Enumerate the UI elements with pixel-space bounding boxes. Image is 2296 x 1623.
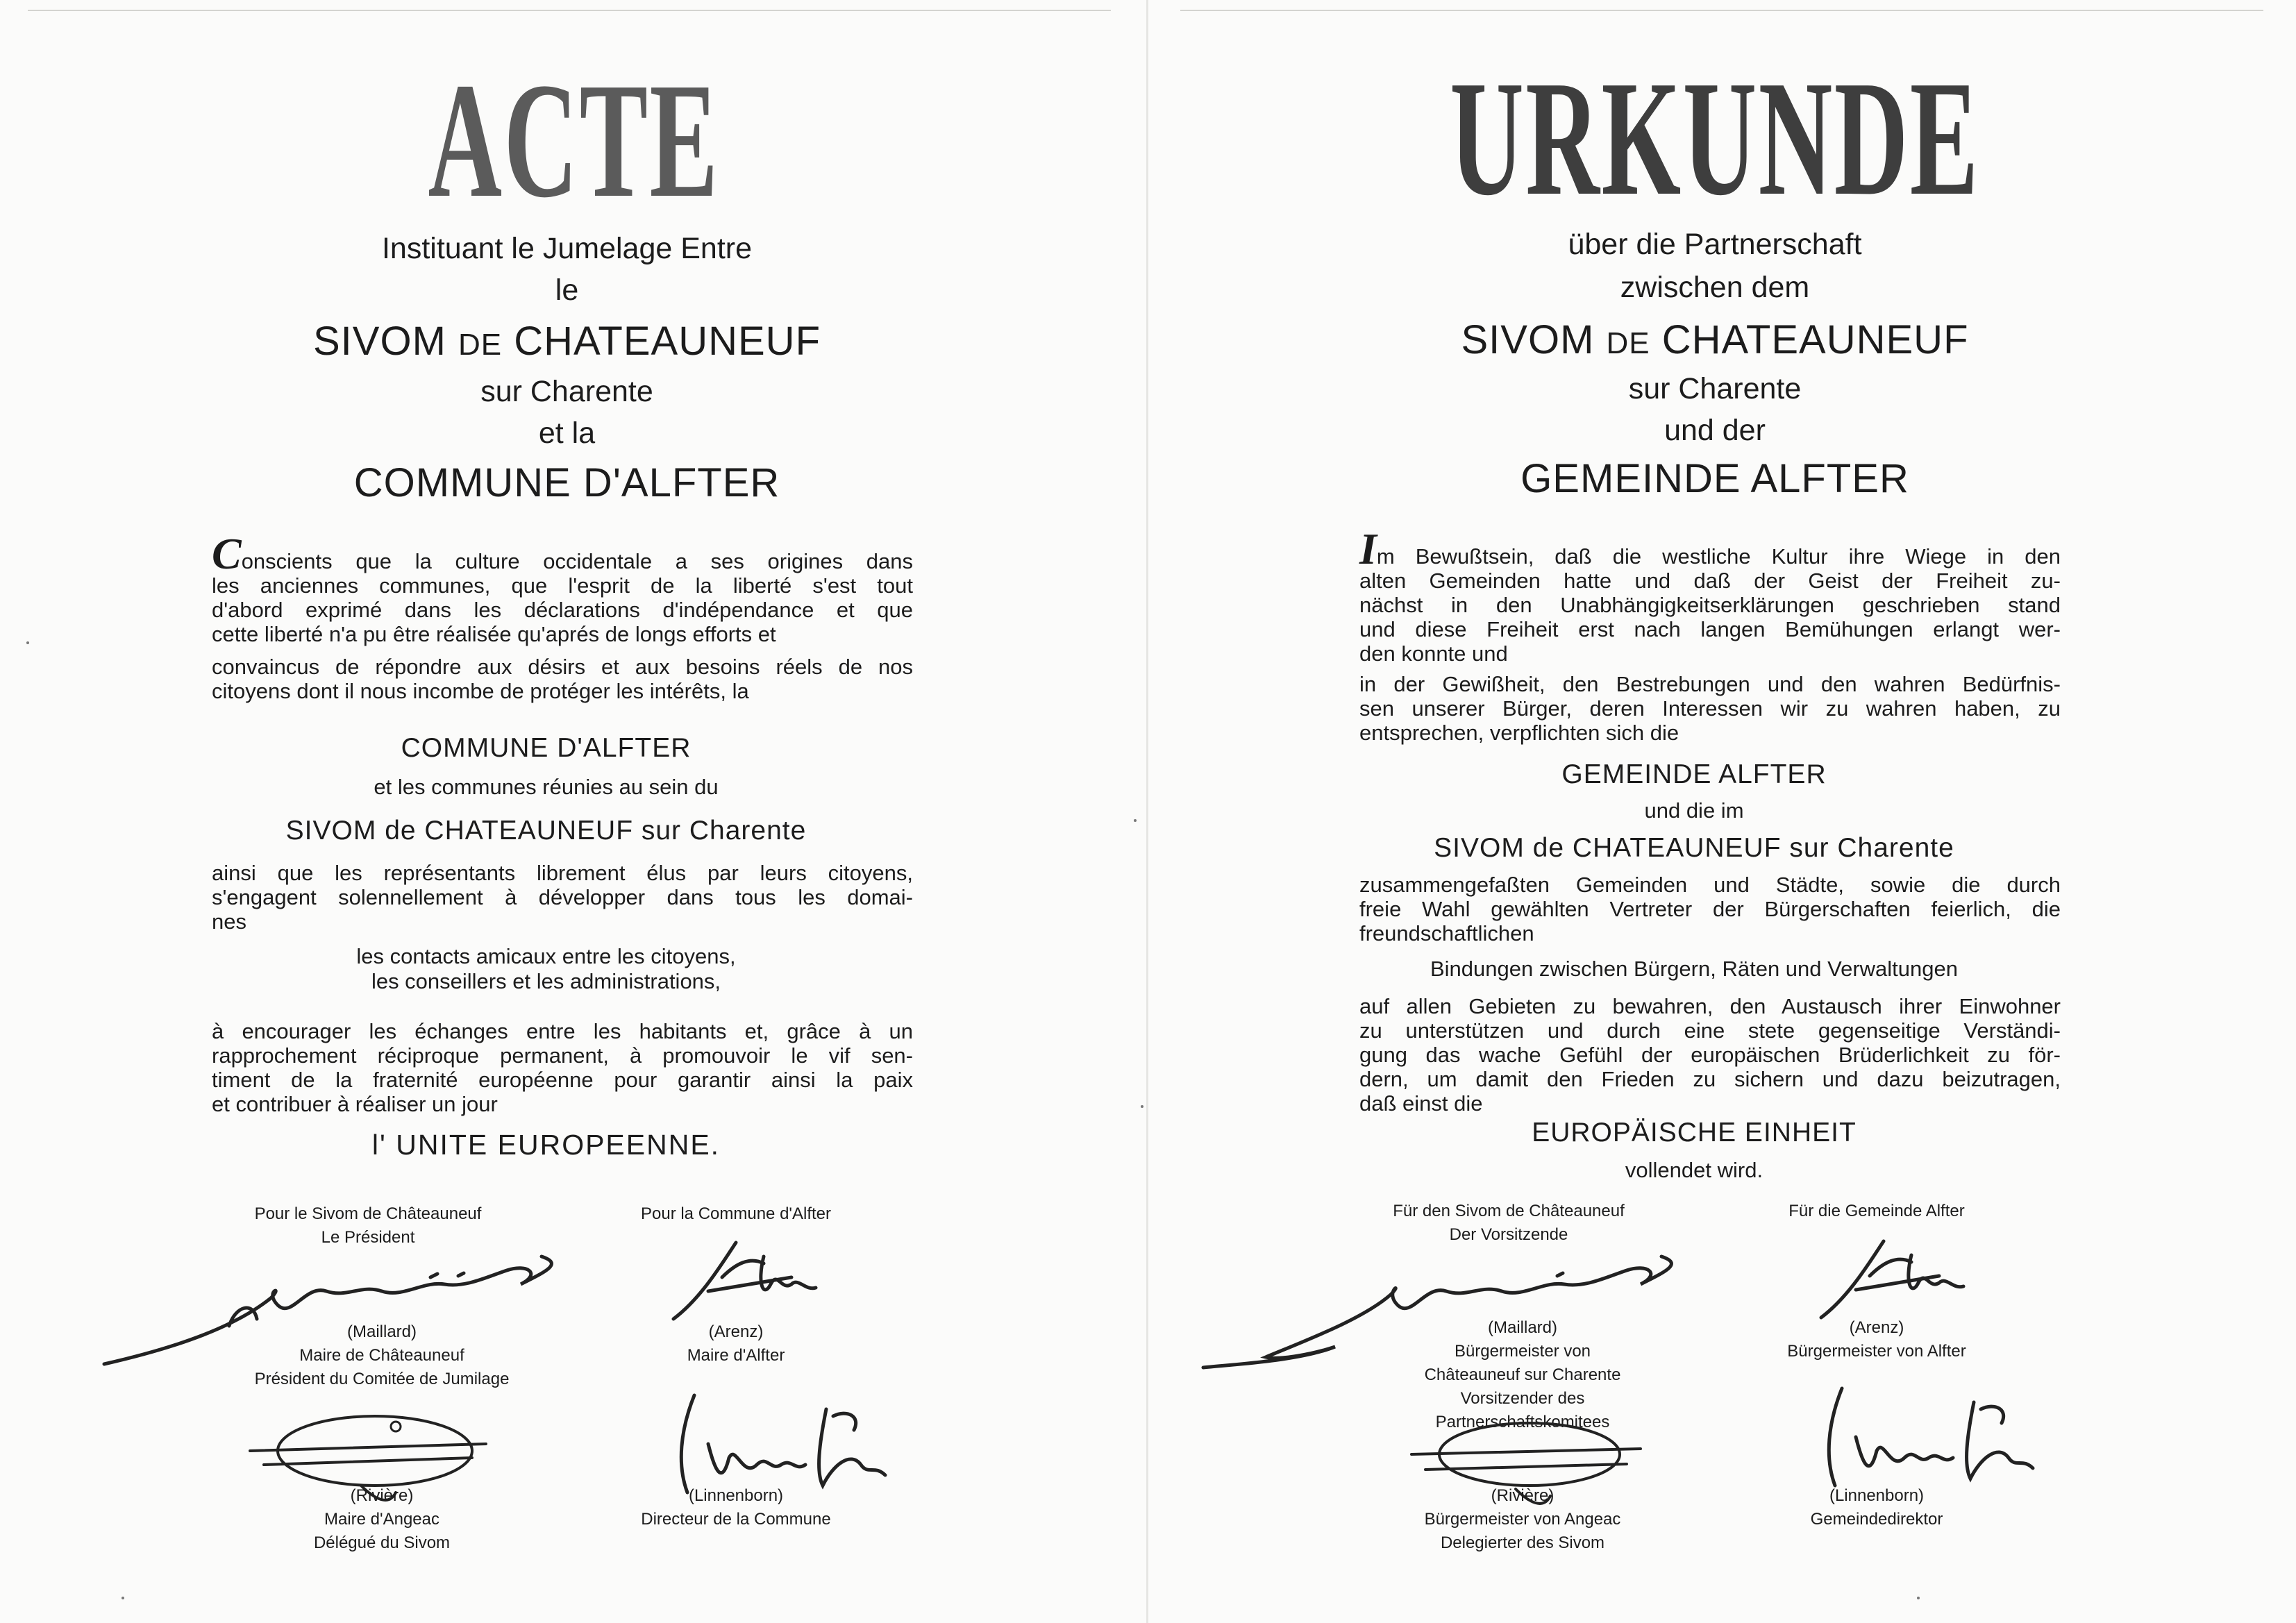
urkunde-sig-arenz — [1738, 1316, 2016, 1363]
scan-speck — [1134, 819, 1137, 822]
sig-line: (Maillard) — [346, 1322, 417, 1341]
signature-linnenborn — [667, 1388, 896, 1499]
acte-heading-line-1: Instituant le Jumelage Entre — [381, 232, 753, 265]
text-line: onscients que la culture occidentale a ses origines dans — [241, 549, 913, 573]
urkunde-paragraph-4 — [1359, 994, 2061, 1116]
text-line: und diese Freiheit erst nach langen Bemühungen erlangt wer- — [1359, 617, 2061, 641]
acte-sivom-full: SIVOM de CHATEAUNEUF sur Charente — [285, 816, 807, 846]
party1-rest: CHATEAUNEUF — [502, 319, 821, 364]
text-line: dern, um damit den Frieden zu sichern und dazu beizutragen, — [1359, 1067, 2061, 1091]
text-line: citoyens dont il nous incombe de protéger les intérêts, la — [212, 679, 749, 703]
party1-small: DE — [458, 328, 503, 362]
acte-sig-arenz — [597, 1320, 875, 1368]
acte-party2: COMMUNE D'ALFTER — [353, 460, 780, 505]
urkunde-paragraph-2 — [1359, 672, 2061, 745]
text-line: zusammengefaßten Gemeinden und Städte, sowie die durch — [1359, 873, 2061, 897]
acte-sig-linnenborn — [597, 1484, 875, 1531]
text-line: m Bewußtsein, daß die westliche Kultur ihre Wiege in den — [1376, 544, 2061, 569]
acte-commune: COMMUNE D'ALFTER — [401, 733, 692, 763]
acte-party1 — [0, 318, 1141, 364]
sig-line: Für die Gemeinde Alfter — [1788, 1202, 1965, 1220]
text-line: d'abord exprimé dans les déclarations d'indépendance et que — [212, 598, 913, 622]
sig-line: Pour la Commune d'Alfter — [640, 1204, 832, 1223]
text-line: daß einst die — [1359, 1091, 1483, 1116]
text-line: nächst in den Unabhängigkeitserklärungen geschrieben stand — [1359, 593, 2061, 617]
urkunde-sig-riviere — [1370, 1484, 1675, 1555]
text-line: entsprechen, verpflichten sich die — [1359, 721, 1679, 745]
text-line: cette liberté n'a pu être réalisée qu'aprés de longs efforts et — [212, 622, 776, 646]
sig-line: Delegierter des Sivom — [1440, 1533, 1605, 1552]
urkunde-communes-line: und die im — [1644, 798, 1744, 823]
urkunde-sig-linnenborn — [1738, 1484, 2016, 1531]
text-line: à encourager les échanges entre les habitants et, grâce à un — [212, 1019, 913, 1043]
acte-sig-maillard — [229, 1320, 535, 1391]
sig-line: Der Vorsitzende — [1449, 1225, 1568, 1244]
urkunde-party1-sub-1: sur Charente — [1628, 372, 1802, 405]
sig-line: (Rivière) — [1491, 1486, 1555, 1505]
acte-communes-line: et les communes réunies au sein du — [374, 775, 719, 799]
acte-heading-line-2: le — [555, 274, 579, 307]
text-line: zu unterstützen und durch eine stete gegenseitige Verständi- — [1359, 1018, 2061, 1043]
urkunde-sig-sivom-header — [1370, 1200, 1648, 1247]
acte-sig-riviere — [229, 1484, 535, 1555]
scan-speck — [1917, 1597, 1920, 1599]
sig-line: Délégué du Sivom — [313, 1533, 451, 1552]
drop-cap: I — [1359, 524, 1377, 573]
sig-line: Maire de Châteauneuf — [299, 1346, 464, 1365]
party1-main: SIVOM — [313, 319, 459, 364]
sig-line: Pour le Sivom de Châteauneuf — [254, 1204, 482, 1223]
acte-party1-sub-1: sur Charente — [480, 375, 653, 408]
scan-speck — [1141, 1105, 1143, 1108]
sig-line: Maire d'Angeac — [324, 1510, 439, 1529]
acte-contacts-1: les contacts amicaux entre les citoyens, — [356, 944, 736, 968]
party1-main: SIVOM — [1461, 317, 1607, 362]
sig-line: Président du Comitée de Jumilage — [254, 1370, 510, 1388]
text-line: sen unserer Bürger, deren Interessen wir zu wahren haben, zu — [1359, 696, 2061, 721]
sig-line: Vorsitzender des — [1460, 1389, 1585, 1408]
text-line: les anciennes communes, que l'esprit de la liberté s'est tout — [212, 573, 913, 598]
scan-speck — [26, 641, 29, 644]
text-line: rapprochement réciproque permanent, à promouvoir le vif sen- — [212, 1043, 913, 1068]
party1-small: DE — [1606, 326, 1650, 360]
signature-linnenborn — [1814, 1381, 2043, 1492]
urkunde-sivom-full: SIVOM de CHATEAUNEUF sur Charente — [1434, 833, 1954, 863]
text-line: s'engagent solennellement à développer dans tous les domai- — [212, 885, 913, 909]
sig-line: (Arenz) — [708, 1322, 764, 1341]
acte-final: l' UNITE EUROPEENNE. — [371, 1129, 721, 1161]
acte-contacts-2: les conseillers et les administrations, — [371, 969, 721, 993]
urkunde-party1-sub-2: und der — [1664, 414, 1766, 447]
urkunde-title: URKUNDE — [1450, 47, 1980, 230]
text-line: timent de la fraternité européenne pour garantir ainsi la paix — [212, 1068, 913, 1092]
text-line: auf allen Gebieten zu bewahren, den Austausch ihrer Einwohner — [1359, 994, 2061, 1018]
acte-paragraph-1 — [212, 529, 913, 646]
text-line: ainsi que les représentants librement élus par leurs citoyens, — [212, 861, 913, 885]
sig-line: Châteauneuf sur Charente — [1424, 1365, 1621, 1384]
acte-title: ACTE — [428, 49, 720, 232]
urkunde-paragraph-3 — [1359, 873, 2061, 945]
drop-cap: C — [212, 529, 242, 578]
sig-line: Bürgermeister von — [1454, 1342, 1591, 1361]
urkunde-page — [1148, 0, 2296, 1623]
acte-party1-sub-2: et la — [538, 417, 596, 450]
urkunde-party2: GEMEINDE ALFTER — [1520, 456, 1909, 501]
urkunde-sig-gemeinde-header — [1738, 1200, 2016, 1223]
urkunde-gemeinde: GEMEINDE ALFTER — [1561, 759, 1827, 789]
sig-line: (Linnenborn) — [1829, 1486, 1925, 1505]
text-line: convaincus de répondre aux désirs et aux besoins réels de nos — [212, 655, 913, 679]
acte-paragraph-2 — [212, 655, 913, 703]
text-line: et contribuer à réaliser un jour — [212, 1092, 498, 1116]
text-line: gung das wache Gefühl der europäischen Brüderlichkeit zu för- — [1359, 1043, 2061, 1067]
urkunde-heading-line-1: über die Partnerschaft — [1568, 228, 1862, 261]
urkunde-paragraph-1 — [1359, 524, 2061, 666]
sig-line: Maire d'Alfter — [687, 1346, 785, 1365]
scan-speck — [121, 1597, 124, 1599]
sig-line: (Rivière) — [350, 1486, 414, 1505]
sig-line: Directeur de la Commune — [641, 1510, 831, 1529]
urkunde-final: EUROPÄISCHE EINHEIT — [1532, 1118, 1857, 1147]
urkunde-final-sub: vollendet wird. — [1625, 1158, 1763, 1182]
sig-line: Für den Sivom de Châteauneuf — [1393, 1202, 1625, 1220]
text-line: den konnte und — [1359, 641, 1508, 666]
urkunde-heading-line-2: zwischen dem — [1620, 271, 1810, 304]
sig-line: Bürgermeister von Alfter — [1787, 1342, 1966, 1361]
sig-line: (Linnenborn) — [688, 1486, 784, 1505]
party1-rest: CHATEAUNEUF — [1650, 317, 1969, 362]
text-line: freie Wahl gewählten Vertreter der Bürgerschaften feierlich, die — [1359, 897, 2061, 921]
text-line: in der Gewißheit, den Bestrebungen und den wahren Bedürfnis- — [1359, 672, 2061, 696]
text-line: alten Gemeinden hatte und daß der Geist der Freiheit zu- — [1359, 569, 2061, 593]
sig-line: Bürgermeister von Angeac — [1424, 1510, 1621, 1529]
sig-line: Partnerschaftskomitees — [1435, 1413, 1610, 1431]
text-line: freundschaftlichen — [1359, 921, 1534, 945]
urkunde-bindungen: Bindungen zwischen Bürgern, Räten und Verwaltungen — [1430, 957, 1958, 981]
signature-arenz — [1807, 1234, 1974, 1325]
sig-line: (Arenz) — [1849, 1318, 1904, 1337]
text-line: nes — [212, 909, 246, 934]
acte-sig-commune-header — [604, 1202, 868, 1226]
urkunde-party1 — [1141, 317, 2289, 363]
sig-line: (Maillard) — [1487, 1318, 1557, 1337]
acte-paragraph-4 — [212, 1019, 913, 1116]
sig-line: Gemeindedirektor — [1810, 1510, 1943, 1529]
acte-paragraph-3 — [212, 861, 913, 934]
signature-arenz — [660, 1236, 826, 1326]
sig-line: Le Président — [321, 1228, 415, 1247]
